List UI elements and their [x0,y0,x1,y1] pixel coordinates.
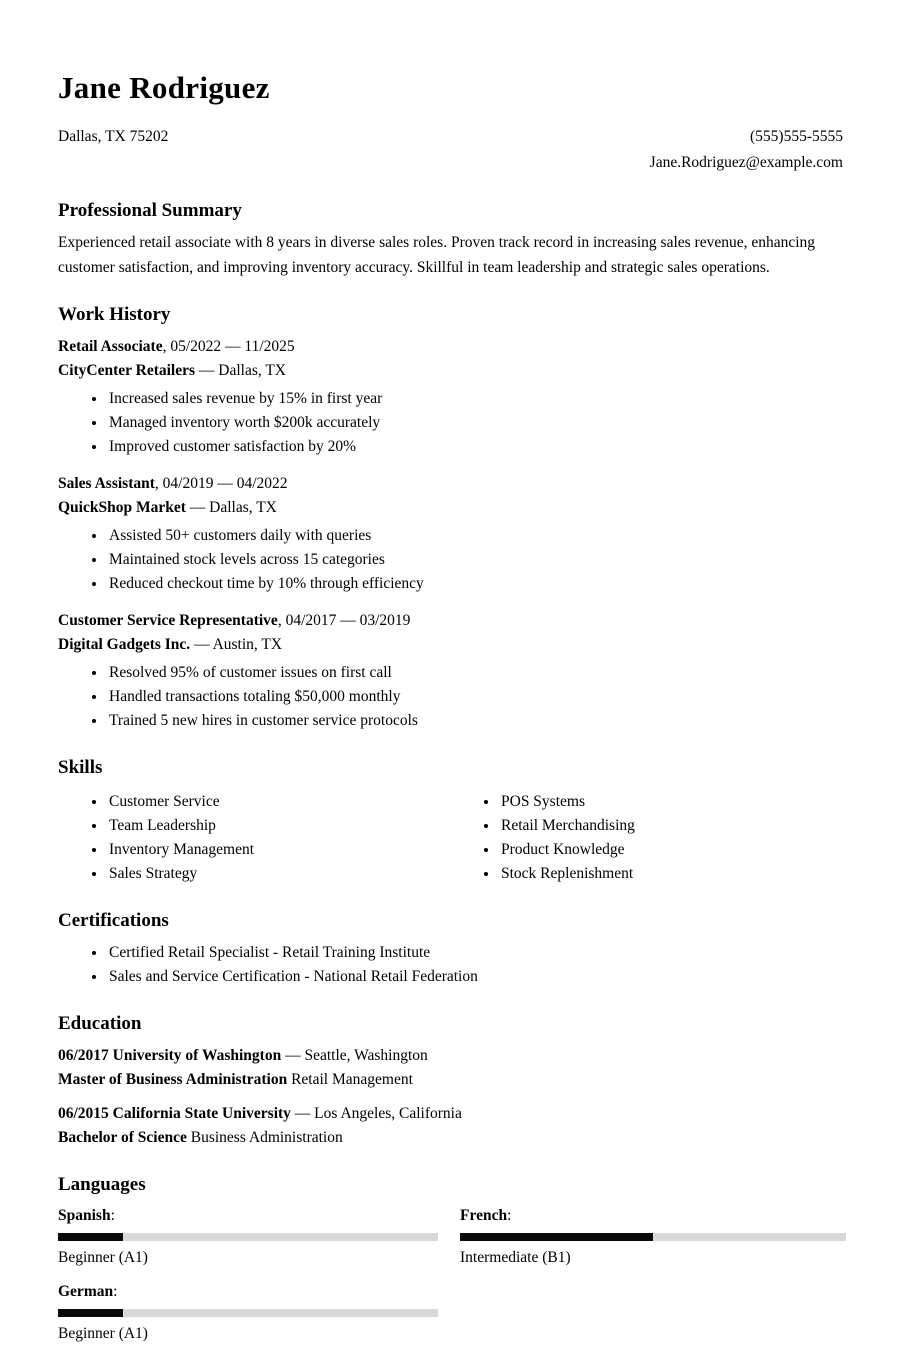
job-bullet-list [58,524,843,596]
section-skills [58,757,843,886]
education-school-line [58,1102,843,1126]
education-degree-line [58,1068,843,1092]
contact-row [58,124,843,176]
job-entry [58,335,843,459]
language-level: Intermediate (B1) [460,1249,571,1266]
skill-item: • Sales Strategy [107,862,450,886]
skills-column-left [58,788,450,886]
education-school-line [58,1044,843,1068]
skill-item: • Team Leadership [107,814,450,838]
job-bullet: • Assisted 50+ customers daily with queries [107,524,843,548]
language-name-line [58,1281,438,1303]
job-dates: , 04/2017 — 03/2019 [277,612,411,629]
section-work-history [58,304,843,733]
language-proficiency-bar [58,1233,438,1241]
education-field: Retail Management [287,1071,413,1088]
candidate-location: Dallas, TX 75202 [58,128,169,145]
job-location: — Dallas, TX [195,362,286,379]
language-proficiency-bar [460,1233,846,1241]
skills-list [450,790,842,886]
job-bullet: • Trained 5 new hires in customer service protocols [107,709,843,733]
job-bullet: • Handled transactions totaling $50,000 monthly [107,685,843,709]
skill-item: • Product Knowledge [499,838,842,862]
job-bullet: • Maintained stock levels across 15 categories [107,548,843,572]
language-proficiency-bar [58,1309,438,1317]
education-entry [58,1102,843,1150]
language-item [58,1281,438,1345]
job-bullet: • Managed inventory worth $200k accurately [107,411,843,435]
job-title-line [58,335,843,359]
certifications-list [58,941,843,989]
education-degree: Master of Business Administration [58,1071,288,1088]
language-proficiency-fill [58,1233,123,1241]
language-name: German [58,1283,114,1300]
skills-heading: Skills [58,757,103,778]
language-colon: : [110,1207,115,1224]
job-location: — Dallas, TX [185,499,277,516]
contact-details [650,124,843,176]
job-bullet-list [58,661,843,733]
education-location: — Los Angeles, California [290,1105,462,1122]
education-location: — Seattle, Washington [281,1047,428,1064]
education-date-school: 06/2015 California State University [58,1105,291,1122]
summary-text: Experienced retail associate with 8 years in diverse sales roles. Proven track record in increasing sales revenue, enhancing customer satisfaction, and improving inventory accuracy. Skillful in team leadership and strategic sales operations. [58,234,816,276]
job-dates: , 05/2022 — 11/2025 [162,338,295,355]
job-company-line [58,359,843,383]
job-dates: , 04/2019 — 04/2022 [154,475,288,492]
job-company-line [58,633,843,657]
job-company: QuickShop Market [58,499,186,516]
education-degree-line [58,1126,843,1150]
summary-heading: Professional Summary [58,200,242,221]
job-title: Retail Associate [58,338,163,355]
job-entry [58,472,843,596]
language-name: Spanish [58,1207,111,1224]
certifications-heading: Certifications [58,910,169,931]
education-date-school: 06/2017 University of Washington [58,1047,282,1064]
job-entry [58,609,843,733]
language-level: Beginner (A1) [58,1325,148,1342]
language-colon: : [113,1283,118,1300]
language-proficiency-fill [58,1309,123,1317]
education-heading: Education [58,1013,142,1034]
job-title-line [58,609,843,633]
section-professional-summary [58,200,843,280]
language-proficiency-fill [460,1233,653,1241]
language-item [460,1205,846,1269]
candidate-name: Jane Rodriguez [58,70,270,105]
job-title: Customer Service Representative [58,612,278,629]
job-bullet: • Resolved 95% of customer issues on first call [107,661,843,685]
job-location: — Austin, TX [190,636,283,653]
candidate-phone: (555)555-5555 [750,128,843,145]
job-bullet-list [58,387,843,459]
language-name-line [460,1205,846,1227]
language-level: Beginner (A1) [58,1249,148,1266]
skill-item: • Stock Replenishment [499,862,842,886]
skill-item: • POS Systems [499,790,842,814]
education-degree: Bachelor of Science [58,1129,187,1146]
section-languages [58,1174,843,1345]
skill-item: • Inventory Management [107,838,450,862]
candidate-email: Jane.Rodriguez@example.com [649,154,843,171]
job-company-line [58,496,843,520]
job-title: Sales Assistant [58,475,155,492]
education-field: Business Administration [186,1129,343,1146]
job-company: CityCenter Retailers [58,362,196,379]
certification-item: • Sales and Service Certification - National Retail Federation [107,965,843,989]
language-colon: : [507,1207,512,1224]
skills-list [58,790,450,886]
section-education [58,1013,843,1150]
certification-item: • Certified Retail Specialist - Retail Training Institute [107,941,843,965]
job-bullet: • Improved customer satisfaction by 20% [107,435,843,459]
skill-item: • Retail Merchandising [499,814,842,838]
language-name-line [58,1205,438,1227]
language-name: French [460,1207,508,1224]
job-company: Digital Gadgets Inc. [58,636,191,653]
languages-heading: Languages [58,1174,146,1195]
languages-grid [58,1205,843,1345]
skill-item: • Customer Service [107,790,450,814]
work-history-heading: Work History [58,304,171,325]
job-bullet: • Reduced checkout time by 10% through efficiency [107,572,843,596]
section-certifications [58,910,843,989]
education-entry [58,1044,843,1092]
language-item [58,1205,438,1269]
job-title-line [58,472,843,496]
skills-column-right [450,788,842,886]
job-bullet: • Increased sales revenue by 15% in first year [107,387,843,411]
skills-columns [58,788,843,886]
